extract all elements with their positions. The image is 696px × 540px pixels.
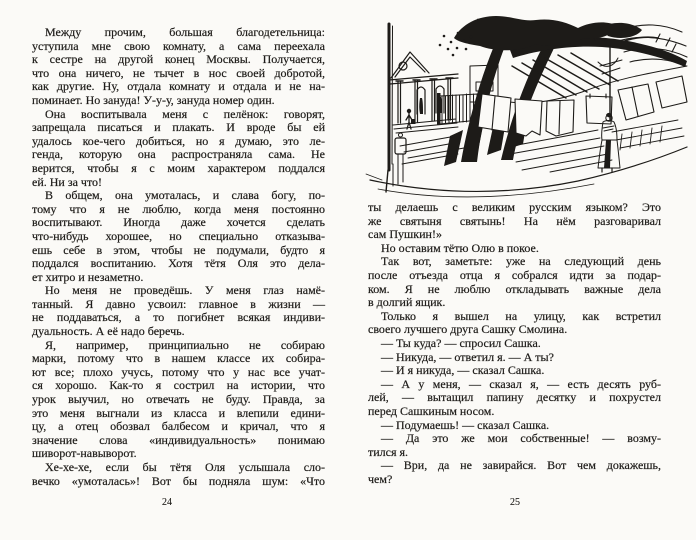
path-lines — [366, 147, 687, 197]
paragraph — [368, 364, 661, 378]
paragraph — [32, 339, 325, 461]
text-line: Хе-хе-хе, если бы тётя Оля услышала сло- — [45, 460, 325, 474]
text-line: ешь себе в этом, чтобы не подумали, будто я — [32, 242, 325, 257]
page-25-text-column — [368, 201, 661, 486]
paragraph — [368, 459, 661, 486]
text-line: значение слова «индивидуальность» понимаю — [32, 432, 325, 447]
paragraph — [368, 351, 661, 365]
text-line: Только я вышел на улицу, как встретил — [381, 308, 661, 323]
text-line: танный. Я давно усвоил: главное в жизни — — [32, 296, 325, 311]
text-line: цу, а отец обозвал балбесом и кричал, что я — [32, 419, 325, 434]
paragraph — [368, 255, 661, 309]
lamppost — [386, 24, 406, 192]
paragraph — [32, 26, 325, 108]
text-line: тился я. — [368, 444, 409, 459]
text-line: — А у меня, — сказал я, — есть десять руб- — [381, 376, 661, 391]
text-line: запрещала писаться и плакать. И вроде бы ей — [32, 120, 325, 135]
text-line: — Ври, да не завирайся. Вот чем докажешь, — [381, 458, 661, 473]
text-line: — Ты куда? — спросил Сашка. — [381, 335, 541, 350]
text-line: поминает. Но зануда! У-у-у, зануда номер один. — [32, 92, 275, 107]
text-line: поддался воспитанию. Хотя тётя Оля это дела- — [32, 256, 325, 271]
page-number-left: 24 — [162, 497, 172, 508]
page-number-right: 25 — [510, 497, 520, 508]
text-line: Она воспитывала меня с пелёнок: говорят, — [45, 106, 325, 121]
text-line: генда, которую она распространяла сама. Не — [32, 147, 325, 162]
text-line: — Никуда, — ответил я. — А ты? — [381, 349, 554, 364]
text-line: марки, потому что в нашем классе их собира- — [32, 351, 325, 366]
paragraph — [368, 378, 661, 419]
paragraph — [368, 419, 661, 433]
text-line: уступила мне свою комнату, а сама переехала — [32, 38, 325, 53]
paragraph — [368, 310, 661, 337]
text-line: как другие. Ну, отдала комнату и отдала и не на- — [32, 79, 325, 94]
text-line: верится, чтобы я с моим характером поддался — [32, 160, 325, 175]
paragraph — [368, 201, 661, 242]
text-line: урок выучил, но отвечать не буду. Правда, за — [32, 392, 325, 407]
text-line: дуальность. А её надо беречь. — [32, 324, 185, 339]
text-line: перед Сашкиным носом. — [368, 403, 495, 418]
text-line: сам Пушкин!» — [368, 227, 442, 242]
text-line: в долгий ящик. — [368, 295, 446, 310]
text-line: своего лучшего друга Сашку Смолина. — [368, 322, 568, 337]
text-line: — Подумаешь! — сказал Сашка. — [381, 417, 550, 432]
text-line: шиворот-навыворот. — [32, 446, 137, 461]
text-line: после отъезда отца я собрался идти за подар- — [368, 267, 661, 282]
paragraph — [32, 108, 325, 190]
text-line: ей. Ни за что! — [32, 174, 103, 189]
text-line: Но оставим тётю Олю в покое. — [381, 240, 539, 255]
paragraph — [32, 189, 325, 284]
text-line: ком. Я не люблю откладывать важные дела — [368, 281, 661, 296]
text-line: Я, например, принципиально не собираю — [45, 337, 325, 352]
text-line: чем? — [368, 471, 393, 486]
text-line: — И я никуда, — сказал Сашка. — [381, 363, 545, 378]
text-line: вечко «умоталась»! Вот бы подняла шум: «Что — [32, 473, 325, 488]
street-scene-illustration — [360, 14, 688, 198]
text-line: воспитывают. Иногда даже хочется сделать — [32, 215, 325, 230]
paragraph — [32, 284, 325, 338]
paragraph — [368, 242, 661, 256]
text-line: удалось кое-чего добиться, но я думаю, это ле- — [32, 133, 325, 148]
text-line: Между прочим, большая благодетельница: — [45, 25, 325, 39]
text-line: что-нибудь хорошее, но специально отказыва- — [32, 228, 325, 243]
text-line: же святыня святынь! На нём разговаривал — [368, 213, 661, 228]
text-line: Так вот, заметьте: уже на следующий день — [381, 254, 661, 269]
portico-building — [389, 52, 458, 133]
text-line: ют все; плохо учусь, потому что у нас все учат- — [32, 364, 325, 379]
paragraph — [32, 461, 325, 488]
text-line: не поддаваться, а то погибнет всякая индиви- — [32, 310, 325, 325]
text-line: Но меня не проведёшь. У меня глаз намё- — [45, 283, 325, 298]
text-line: ся хорошо. Как-то я сострил на истории, что — [32, 378, 325, 393]
text-line: тому что я не люблю, когда меня постоянно — [32, 201, 325, 216]
laundry-sheets — [478, 76, 687, 136]
entrance-figure — [406, 109, 416, 129]
text-line: что она ничего, не тычет в нос своей добротой, — [32, 65, 325, 80]
text-line: это меня выгнали из класса и влепили едини- — [32, 405, 325, 420]
paragraph — [368, 432, 661, 459]
text-line: к сестре на другой конец Москвы. Получается, — [32, 52, 325, 67]
text-line: В общем, она умоталась, и слава богу, по- — [45, 188, 325, 203]
page-24-text-column — [32, 26, 325, 488]
paragraph — [368, 337, 661, 351]
text-line: ты делаешь с великим русским языком? Это — [368, 200, 661, 214]
text-line: лей, — вытащил папину десятку и похрустел — [368, 390, 661, 405]
text-line: — Да это же мои собственные! — возму- — [381, 431, 661, 446]
text-line: ет хитро и незаметно. — [32, 269, 144, 284]
